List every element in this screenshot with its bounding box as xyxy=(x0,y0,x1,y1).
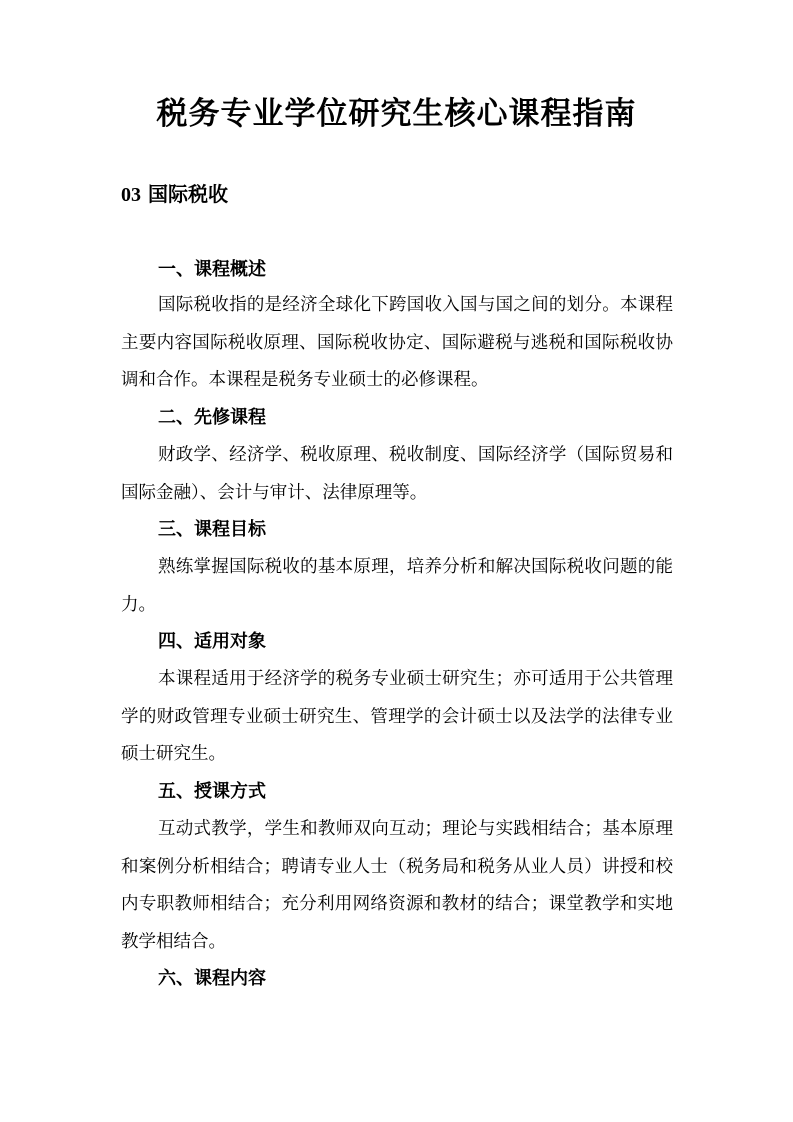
paragraph-course-objectives: 熟练掌握国际税收的基本原理，培养分析和解决国际税收问题的能力。 xyxy=(121,557,673,615)
paragraph-target-audience: 本课程适用于经济学的税务专业硕士研究生；亦可适用于公共管理学的财政管理专业硕士研究生、管理学的会计硕士以及法学的法律专业硕士研究生。 xyxy=(121,669,673,764)
section-title xyxy=(121,179,228,210)
heading-course-overview: 一、课程概述 xyxy=(158,259,266,280)
paragraph-teaching-method: 互动式教学，学生和教师双向互动；理论与实践相结合；基本原理和案例分析相结合；聘请专业人士（税务局和税务从业人员）讲授和校内专职教师相结合；充分利用网络资源和教材的结合；课堂教学和实地教学相结合。 xyxy=(121,819,673,952)
heading-target-audience: 四、适用对象 xyxy=(158,631,266,652)
paragraph-course-overview: 国际税收指的是经济全球化下跨国收入国与国之间的划分。本课程主要内容国际税收原理、国际税收协定、国际避税与逃税和国际税收协调和合作。本课程是税务专业硕士的必修课程。 xyxy=(121,295,673,390)
page-title: 税务专业学位研究生核心课程指南 xyxy=(156,96,637,132)
heading-teaching-method: 五、授课方式 xyxy=(158,781,266,802)
heading-course-objectives: 三、课程目标 xyxy=(158,519,266,540)
section-name: 国际税收 xyxy=(147,182,228,206)
paragraph-prerequisites: 财政学、经济学、税收原理、税收制度、国际经济学（国际贸易和国际金融）、会计与审计、法律原理等。 xyxy=(121,445,673,503)
section-number: 03 xyxy=(121,184,141,206)
heading-course-content: 六、课程内容 xyxy=(158,968,266,989)
heading-prerequisites: 二、先修课程 xyxy=(158,407,266,428)
